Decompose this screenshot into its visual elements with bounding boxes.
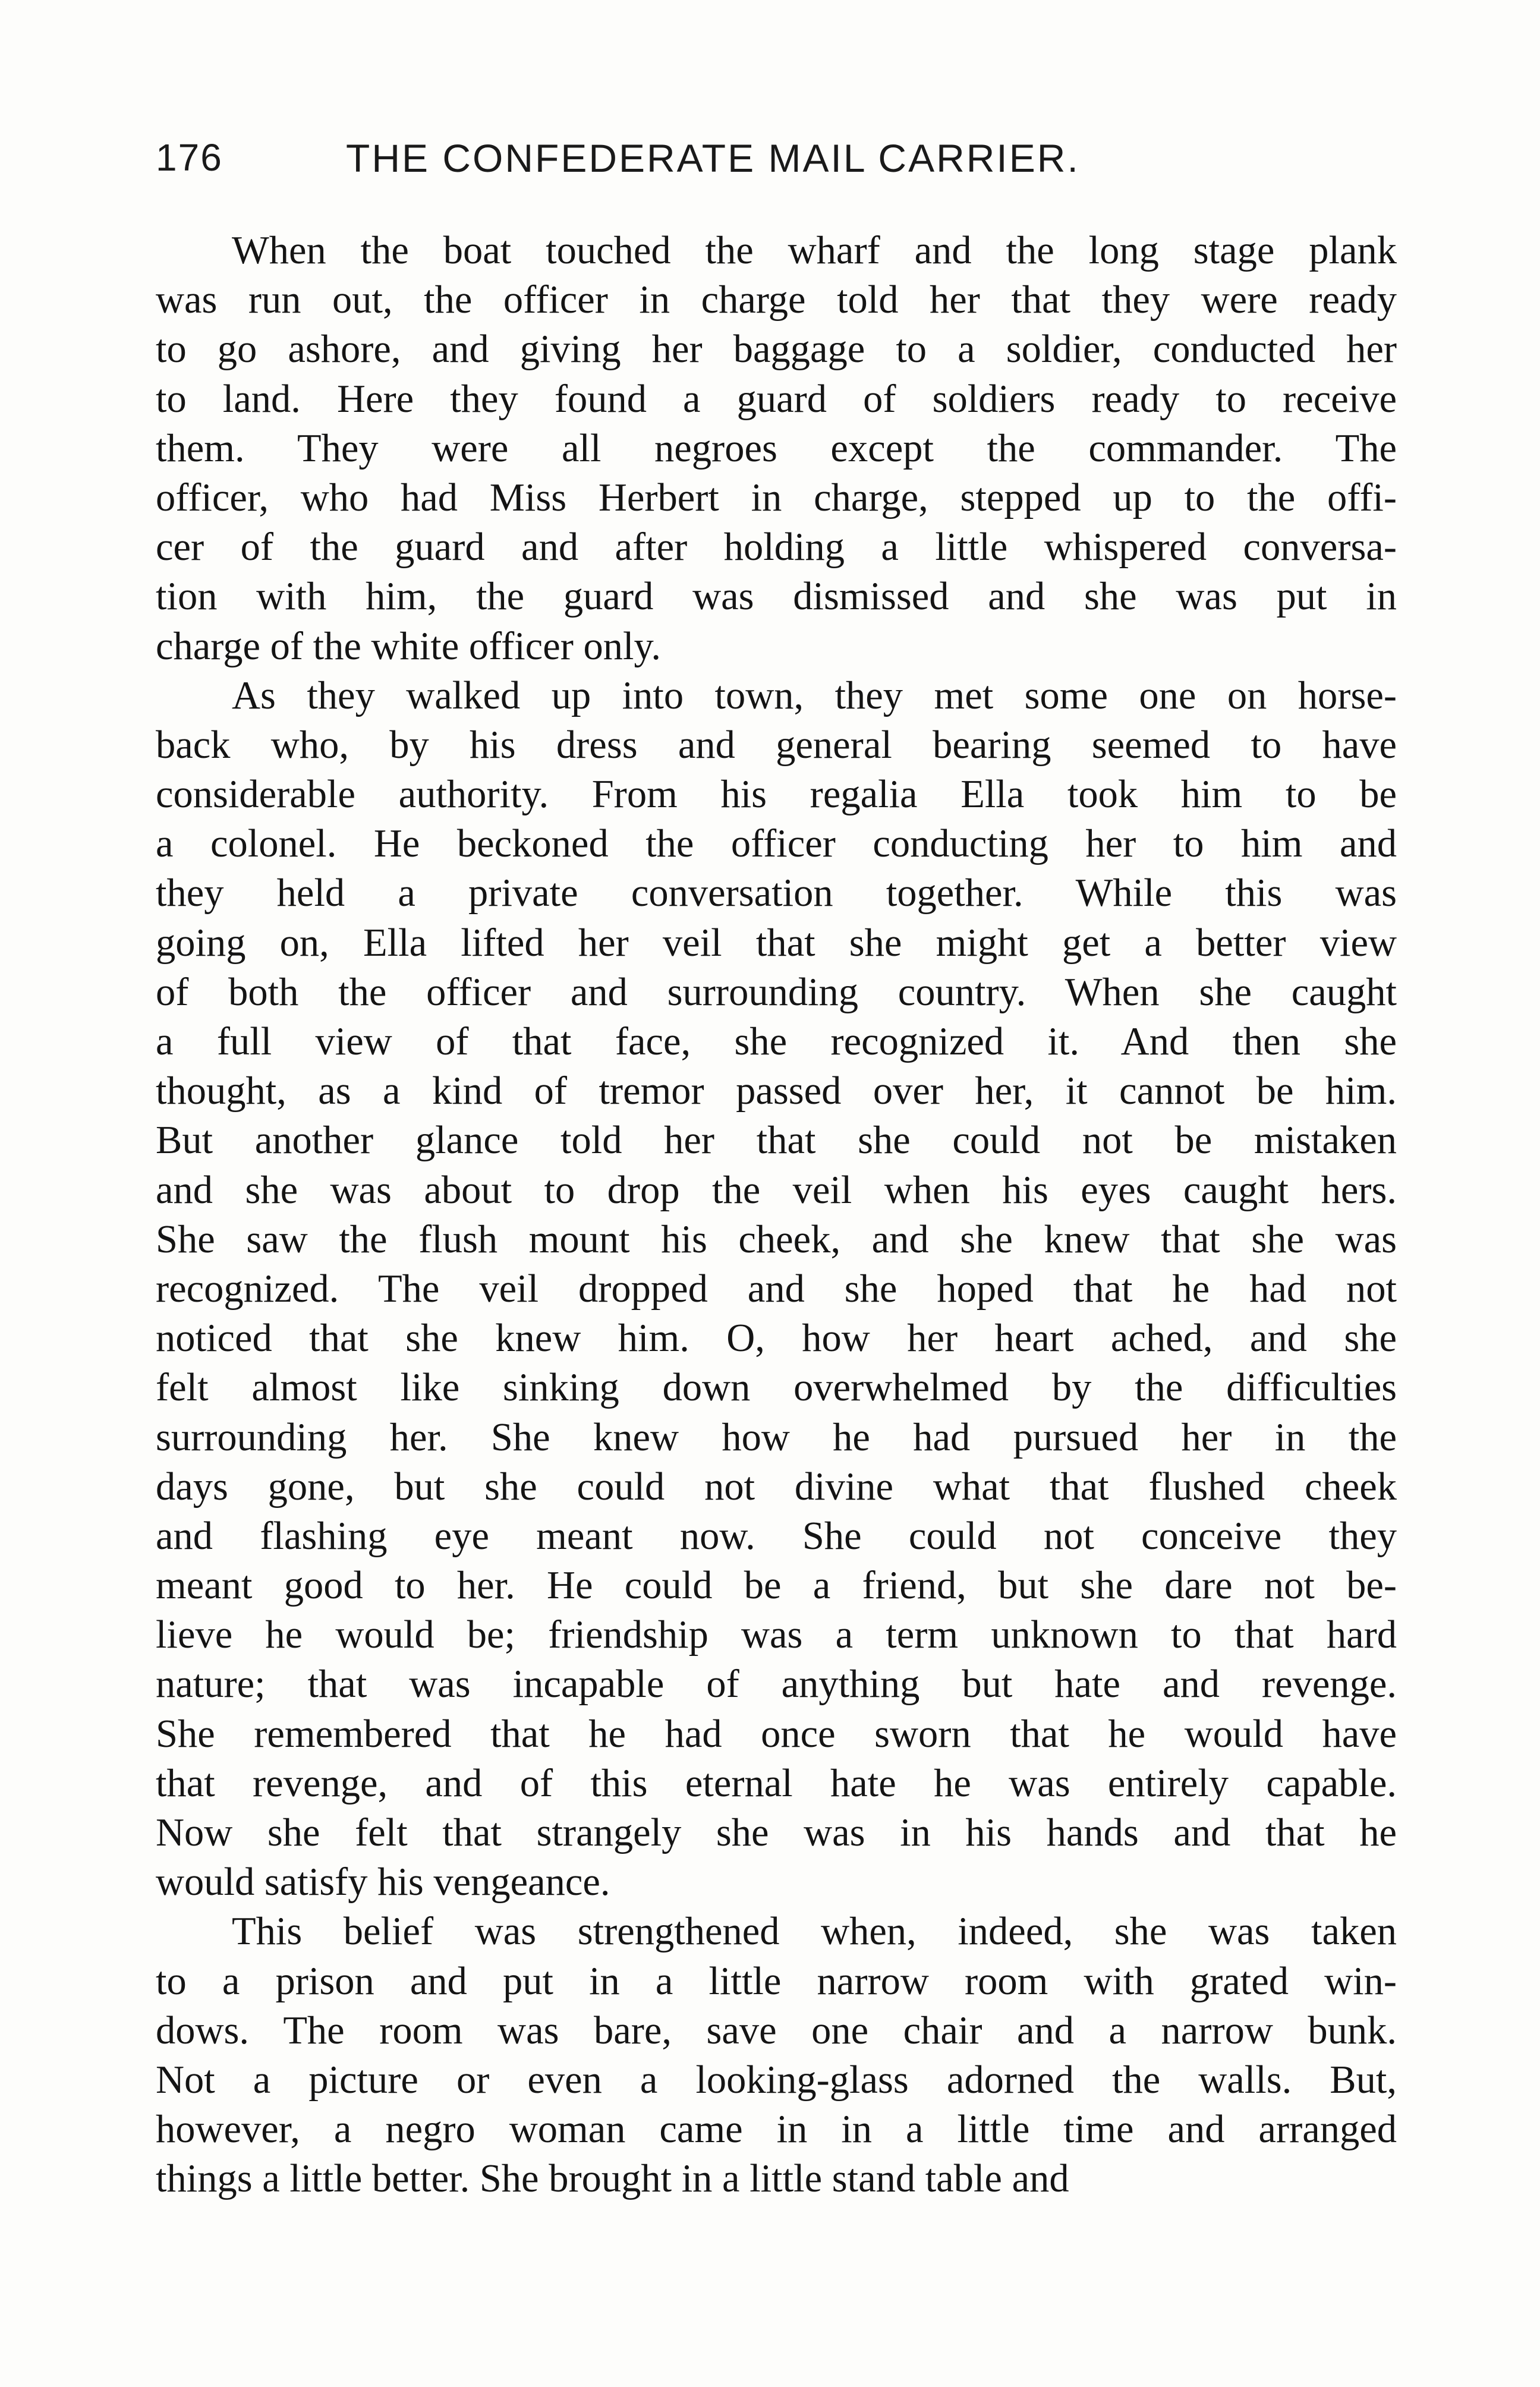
text-line: them. They were all negroes except the commander. The	[156, 426, 1397, 470]
text-line: going on, Ella lifted her veil that she might get a better view	[156, 921, 1397, 965]
text-line: She saw the flush mount his cheek, and she knew that she was	[156, 1217, 1397, 1261]
text-line: lieve he would be; friendship was a term unknown to that hard	[156, 1613, 1397, 1657]
text-line: recognized. The veil dropped and she hoped that he had not	[156, 1267, 1397, 1311]
text-line: a colonel. He beckoned the officer conducting her to him and	[156, 822, 1397, 866]
text-line: Now she felt that strangely she was in his hands and that he	[156, 1811, 1397, 1854]
text-line: noticed that she knew him. O, how her heart ached, and she	[156, 1317, 1397, 1361]
text-line: however, a negro woman came in in a little time and arranged	[156, 2108, 1397, 2152]
paragraph	[156, 1907, 1397, 2203]
text-line: to land. Here they found a guard of soldiers ready to receive	[156, 377, 1397, 421]
text-line: and she was about to drop the veil when his eyes caught hers.	[156, 1168, 1397, 1212]
text-line: that revenge, and of this eternal hate he was entirely capable.	[156, 1761, 1397, 1805]
text-line: to a prison and put in a little narrow room with grated win-	[156, 1959, 1397, 2003]
text-line: tion with him, the guard was dismissed and she was put in	[156, 575, 1397, 619]
text-line: meant good to her. He could be a friend, but she dare not be-	[156, 1564, 1397, 1608]
text-line: to go ashore, and giving her baggage to a soldier, conducted her	[156, 327, 1397, 371]
text-line: This belief was strengthened when, indeed, she was taken	[232, 1910, 1397, 1954]
text-line: and flashing eye meant now. She could not conceive they	[156, 1514, 1397, 1558]
text-line: felt almost like sinking down overwhelmed by the difficulties	[156, 1366, 1397, 1410]
text-line: a full view of that face, she recognized it. And then she	[156, 1020, 1397, 1063]
text-line: surrounding her. She knew how he had pursued her in the	[156, 1415, 1397, 1459]
text-line: dows. The room was bare, save one chair and a narrow bunk.	[156, 2008, 1397, 2052]
text-line: thought, as a kind of tremor passed over her, it cannot be him.	[156, 1069, 1397, 1113]
text-line: would satisfy his vengeance.	[156, 1860, 610, 1904]
text-line: As they walked up into town, they met some one on horse-	[232, 673, 1397, 717]
text-line: nature; that was incapable of anything but hate and revenge.	[156, 1662, 1397, 1706]
text-line: back who, by his dress and general bearing seemed to have	[156, 723, 1397, 767]
text-line: officer, who had Miss Herbert in charge, stepped up to the offi-	[156, 475, 1397, 519]
text-line: She remembered that he had once sworn that he would have	[156, 1712, 1397, 1756]
text-line: cer of the guard and after holding a little whispered conversa-	[156, 525, 1397, 569]
text-line: When the boat touched the wharf and the long stage plank	[232, 229, 1397, 272]
text-line: days gone, but she could not divine what that flushed cheek	[156, 1465, 1397, 1509]
paragraph	[156, 226, 1397, 671]
text-line: But another glance told her that she could not be mistaken	[156, 1119, 1397, 1163]
text-line: they held a private conversation together. While this was	[156, 871, 1397, 915]
text-line: charge of the white officer only.	[156, 624, 662, 668]
body-text	[156, 226, 1397, 2204]
page-number: 176	[156, 136, 223, 179]
text-line: Not a picture or even a looking-glass adorned the walls. But,	[156, 2058, 1397, 2102]
running-title: THE CONFEDERATE MAIL CARRIER.	[346, 136, 1080, 180]
text-line: considerable authority. From his regalia Ella took him to be	[156, 773, 1397, 817]
text-line: of both the officer and surrounding country. When she caught	[156, 970, 1397, 1014]
text-line: was run out, the officer in charge told her that they were ready	[156, 278, 1397, 322]
text-line: things a little better. She brought in a little stand table and	[156, 2157, 1069, 2201]
page-header	[156, 136, 1404, 195]
paragraph	[156, 671, 1397, 1907]
